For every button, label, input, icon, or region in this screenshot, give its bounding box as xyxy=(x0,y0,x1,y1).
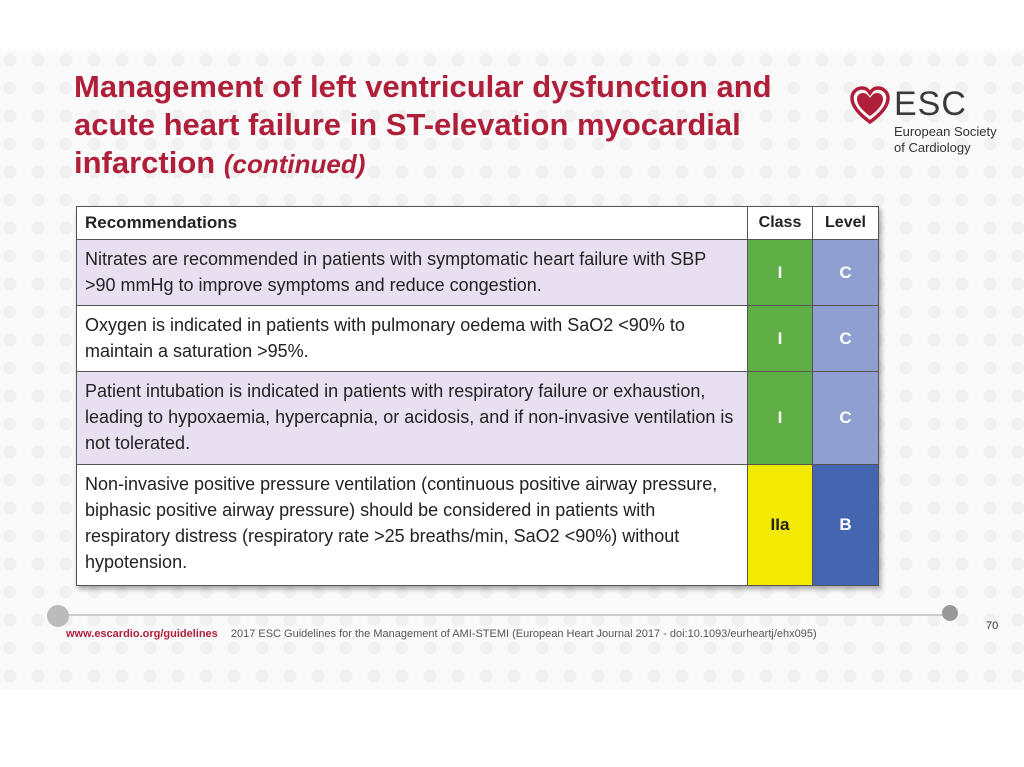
class-badge: I xyxy=(748,306,813,372)
recommendation-text: Patient intubation is indicated in patients with respiratory failure or exhaustion, leading to hypoxaemia, hypercapnia, or acidosis, and if non-invasive ventilation is not tolerated. xyxy=(77,372,748,465)
esc-logo xyxy=(850,86,1000,162)
class-badge: IIa xyxy=(748,465,813,586)
page-number: 70 xyxy=(986,620,999,632)
header-level: Level xyxy=(813,207,879,240)
decorative-dot-left xyxy=(47,605,69,627)
logo-line-1: European Society xyxy=(894,124,997,139)
logo-text-esc: ESC xyxy=(894,85,967,123)
recommendation-text: Oxygen is indicated in patients with pulmonary oedema with SaO2 <90% to maintain a saturation >95%. xyxy=(77,306,748,372)
table-header-row xyxy=(77,207,879,240)
level-badge: B xyxy=(813,465,879,586)
footer-divider xyxy=(69,614,943,616)
recommendations-table xyxy=(76,206,879,586)
table-row xyxy=(77,372,879,465)
table-row xyxy=(77,465,879,586)
level-badge: C xyxy=(813,306,879,372)
level-badge: C xyxy=(813,372,879,465)
logo-society-name xyxy=(894,124,997,156)
table-row xyxy=(77,306,879,372)
logo-line-2: of Cardiology xyxy=(894,140,971,155)
recommendation-text: Non-invasive positive pressure ventilation (continuous positive airway pressure, biphasic positive airway pressure) should be considered in patients with respiratory distress (respiratory rate >25 breaths/min, SaO2 <90%) without hypotension. xyxy=(77,465,748,586)
level-badge: C xyxy=(813,240,879,306)
header-recommendations: Recommendations xyxy=(77,207,748,240)
header-class: Class xyxy=(748,207,813,240)
slide-title xyxy=(74,68,834,183)
table-row xyxy=(77,240,879,306)
recommendation-text: Nitrates are recommended in patients with symptomatic heart failure with SBP >90 mmHg to improve symptoms and reduce congestion. xyxy=(77,240,748,306)
class-badge: I xyxy=(748,240,813,306)
class-badge: I xyxy=(748,372,813,465)
footer-citation: 2017 ESC Guidelines for the Management of AMI-STEMI (European Heart Journal 2017 - doi:10.1093/eurheartj/ehx095) xyxy=(230,628,817,640)
title-suffix: (continued) xyxy=(223,149,366,179)
footer xyxy=(66,628,966,640)
title-main: Management of left ventricular dysfunction and acute heart failure in ST-elevation myocardial infarction xyxy=(74,69,772,180)
guidelines-link[interactable]: www.escardio.org/guidelines xyxy=(66,628,218,640)
heart-logo-icon xyxy=(850,86,890,126)
decorative-dot-right xyxy=(942,605,958,621)
